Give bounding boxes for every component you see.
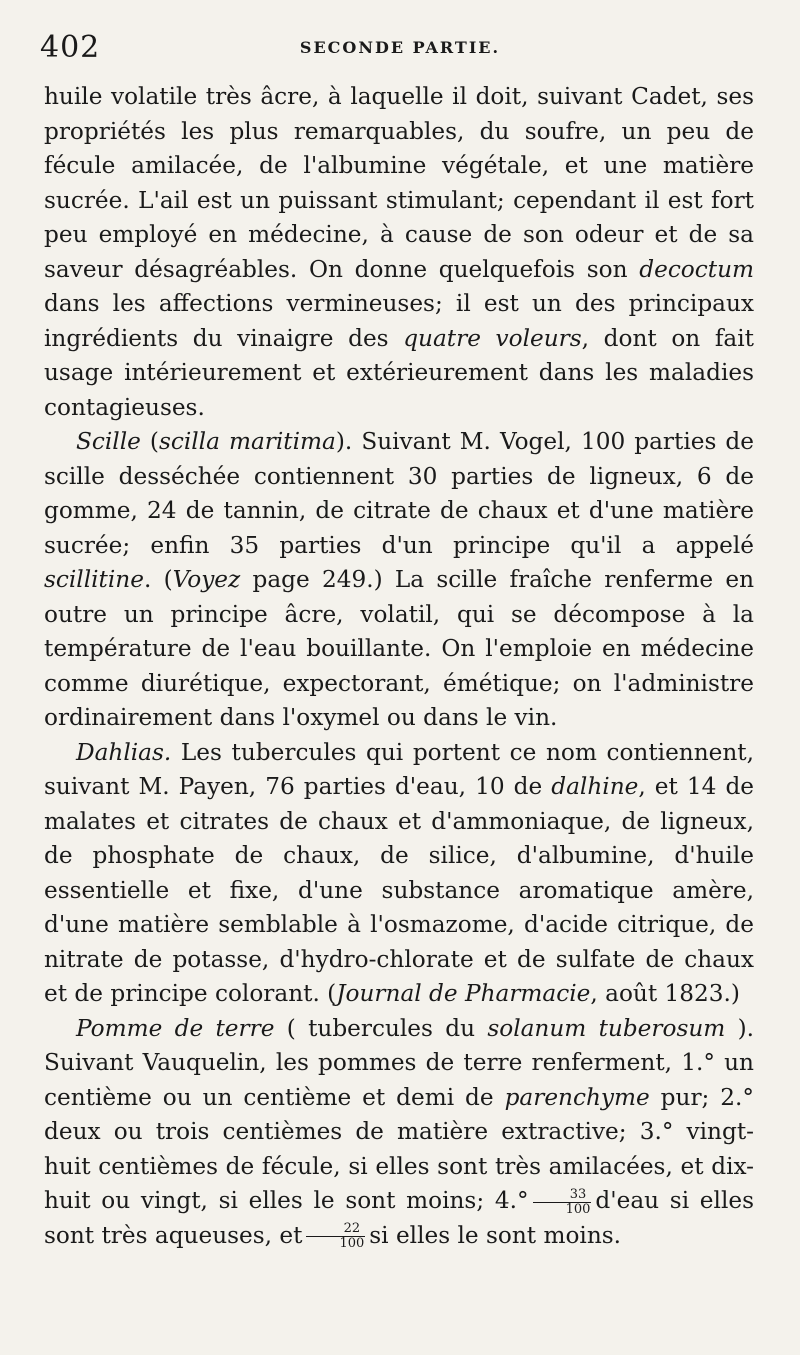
italic-run: scillitine [44, 566, 144, 593]
italic-run: Scille [76, 428, 141, 455]
italic-run: parenchyme [504, 1083, 650, 1111]
text-run: d'eau si elles sont très aqueuses, et [44, 1187, 754, 1249]
text-run: huile volatile très âcre, à laquelle il doit, suivant Cadet, ses propriétés les plus remarquables, du soufre, un peu de fécule amilacée, de l'albumine végétale, et une matière sucrée. L'ail est un puissant stimulant; cependant il est fort peu employé en médecine, à cause de son odeur et de sa saveur désagréables. On donne quelquefois son [44, 83, 754, 283]
text-run: , août 1823.) [590, 980, 740, 1007]
page-body [44, 80, 754, 1253]
fraction [306, 1222, 365, 1251]
italic-run: decoctum [639, 255, 754, 283]
text-run: ( tubercules du [274, 1014, 488, 1042]
text-run: ). Suivant M. Vogel, 100 parties de scille desséchée contiennent 30 parties de ligneux, 6 de gomme, 24 de tannin, de citrate de chaux et d'une matière sucrée; enfin 35 parties d'un principe qu'il a appelé [44, 428, 755, 559]
text-run: si elles le sont moins. [369, 1221, 622, 1249]
text-run: . ( [143, 566, 173, 593]
fraction-numerator: 22 [306, 1222, 365, 1237]
fraction-denominator: 100 [565, 1201, 591, 1217]
italic-run: scilla maritima [158, 428, 336, 455]
italic-run: solanum tuberosum [487, 1014, 726, 1042]
text-run: , et 14 de malates et citrates de chaux et d'ammoniaque, de ligneux, de phosphate de chaux, de silice, d'albumine, d'huile essentielle et fixe, d'une substance aromatique amère, d'une matière semblable à l'osmazome, d'acide citrique, de nitrate de potasse, d'hydro-chlorate et de sulfate de chaux et de principe colorant. ( [44, 773, 755, 1007]
running-title: SECONDE PARTIE. [299, 38, 501, 57]
fraction-numerator: 33 [533, 1188, 592, 1203]
page-number: 402 [40, 30, 101, 65]
text-run: pur; 2.° deux ou trois centièmes de matière extractive; 3.° vingt-huit centièmes de fécule, si elles sont très amilacées, et dix-huit ou vingt, si elles le sont moins; 4.° [44, 1083, 754, 1214]
fraction-denominator: 100 [339, 1236, 365, 1251]
text-run: Les tubercules qui portent ce nom contiennent, suivant M. Payen, 76 parties d'eau, 10 de [44, 738, 754, 800]
page-header [40, 30, 760, 66]
italic-run: Journal de Pharmacie [336, 980, 591, 1007]
text-run: ). Suivant Vauquelin, les pommes de terre renferment, 1.° un centième ou un centième et demi de [44, 1014, 755, 1111]
text-run: ( [140, 428, 159, 455]
italic-run: dalhine [551, 773, 639, 800]
italic-run: Voyez [172, 566, 241, 593]
paragraph-dahlias [44, 736, 754, 1012]
paragraph-scille [44, 425, 754, 736]
text-run: page 249.) La scille fraîche renferme en outre un principe âcre, volatil, qui se décompose à la température de l'eau bouillante. On l'emploie en médecine comme diurétique, expectorant, émétique; on l'administre ordinairement dans l'oxymel ou dans le vin. [44, 566, 754, 731]
text-run: , dont on fait usage intérieurement et extérieurement dans les maladies contagieuses. [44, 324, 754, 421]
italic-run: Dahlias. [76, 738, 172, 766]
paragraph-ail [44, 80, 754, 425]
paragraph-pomme-de-terre [44, 1012, 754, 1254]
italic-run: quatre voleurs [403, 324, 582, 352]
text-run: dans les affections vermineuses; il est un des principaux ingrédients du vinaigre des [44, 290, 754, 352]
italic-run: Pomme de terre [76, 1014, 275, 1042]
fraction [533, 1188, 592, 1217]
